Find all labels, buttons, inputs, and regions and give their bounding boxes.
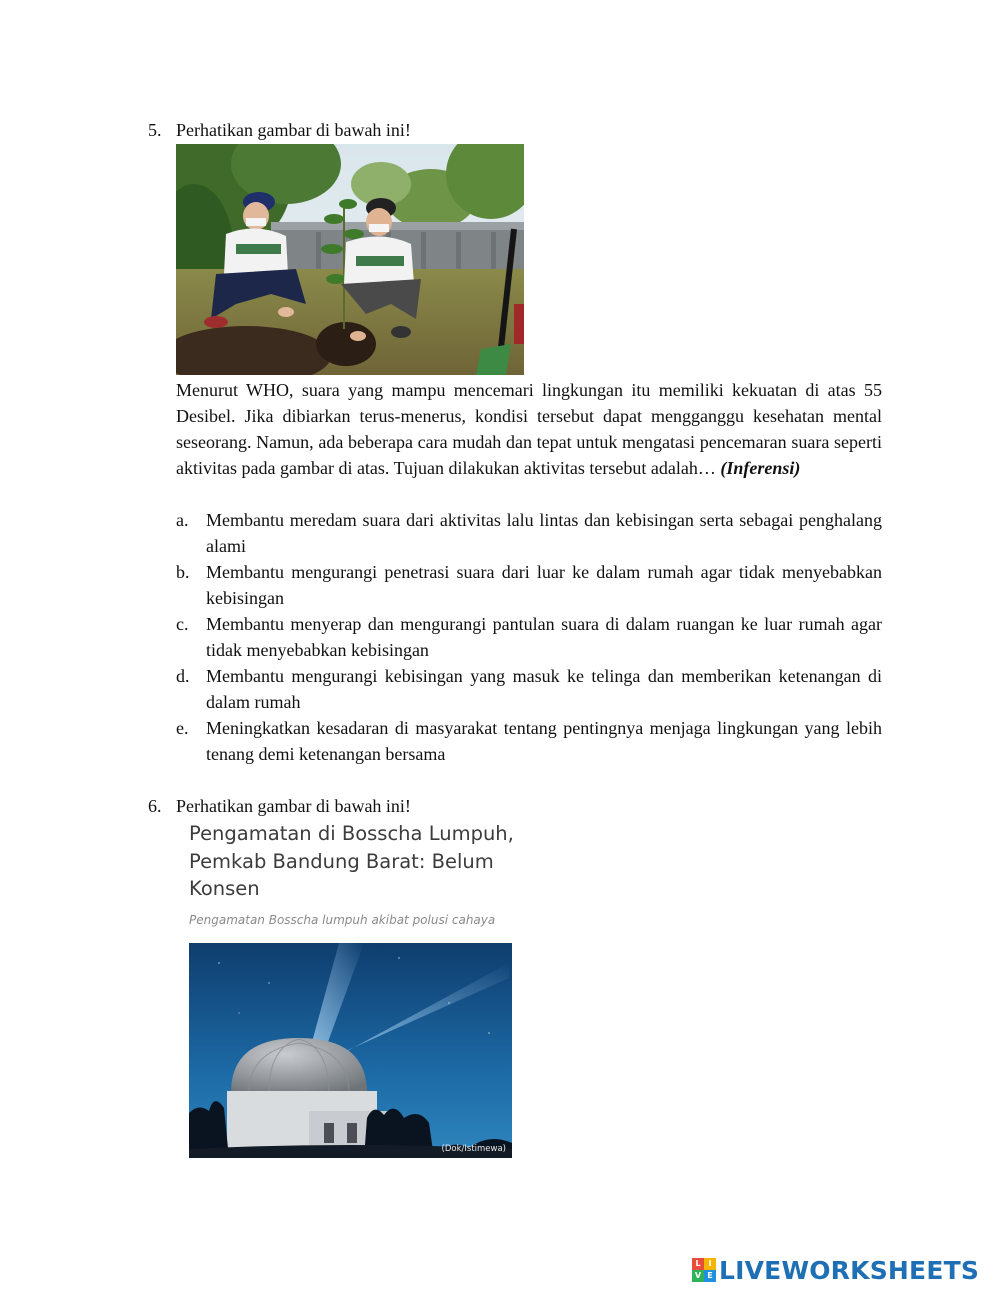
question-5-paragraph bbox=[176, 377, 882, 481]
option-c[interactable] bbox=[176, 611, 882, 663]
question-5-number: 5. bbox=[148, 120, 162, 140]
question-5-paragraph-text: Menurut WHO, suara yang mampu mencemari lingkungan itu memiliki kekuatan di atas 55 Desibel. Jika dibiarkan terus-menerus, kondisi tersebut dapat mengganggu kesehatan mental seseorang. Namun, ada beberapa cara mudah dan tepat untuk mengatasi pencemaran suara seperti aktivitas pada gambar di atas. Tujuan dilakukan aktivitas tersebut adalah… bbox=[176, 380, 882, 478]
option-e[interactable] bbox=[176, 715, 882, 767]
option-text: Membantu mengurangi penetrasi suara dari luar ke dalam rumah agar tidak menyebabkan kebisingan bbox=[206, 562, 882, 608]
tree-planting-photo bbox=[176, 144, 524, 375]
observatory-photo bbox=[189, 943, 512, 1158]
article-subtitle: Pengamatan Bosscha lumpuh akibat polusi cahaya bbox=[189, 913, 496, 927]
logo-mark-i: I bbox=[704, 1258, 716, 1270]
logo-mark-l: L bbox=[692, 1258, 704, 1270]
option-letter: b. bbox=[176, 562, 190, 582]
option-d[interactable] bbox=[176, 663, 882, 715]
logo-mark-icon bbox=[692, 1258, 716, 1282]
logo-mark-v: V bbox=[692, 1270, 704, 1282]
option-letter: a. bbox=[176, 510, 189, 530]
question-5-prompt: Perhatikan gambar di bawah ini! bbox=[176, 120, 411, 140]
liveworksheets-logo[interactable] bbox=[692, 1255, 979, 1285]
photo-credit: (Dok/Istimewa) bbox=[441, 1144, 506, 1154]
inference-tag: (Inferensi) bbox=[720, 458, 801, 478]
option-letter: e. bbox=[176, 718, 189, 738]
option-letter: c. bbox=[176, 614, 189, 634]
logo-mark-e: E bbox=[704, 1270, 716, 1282]
option-letter: d. bbox=[176, 666, 190, 686]
question-6-number: 6. bbox=[148, 796, 162, 816]
option-b[interactable] bbox=[176, 559, 882, 611]
article-title: Pengamatan di Bosscha Lumpuh, Pemkab Bandung Barat: Belum Konsen bbox=[189, 822, 514, 900]
question-5-options bbox=[176, 507, 882, 767]
option-text: Membantu meredam suara dari aktivitas lalu lintas dan kebisingan serta sebagai penghalang alami bbox=[206, 510, 882, 556]
option-text: Membantu mengurangi kebisingan yang masuk ke telinga dan memberikan ketenangan di dalam rumah bbox=[206, 666, 882, 712]
logo-text: LIVEWORKSHEETS bbox=[719, 1255, 980, 1285]
option-text: Membantu menyerap dan mengurangi pantulan suara di dalam ruangan ke luar rumah agar tidak menyebabkan kebisingan bbox=[206, 614, 882, 660]
option-a[interactable] bbox=[176, 507, 882, 559]
question-6-prompt: Perhatikan gambar di bawah ini! bbox=[176, 796, 411, 816]
option-text: Meningkatkan kesadaran di masyarakat tentang pentingnya menjaga lingkungan yang lebih tenang demi ketenangan bersama bbox=[206, 718, 882, 764]
